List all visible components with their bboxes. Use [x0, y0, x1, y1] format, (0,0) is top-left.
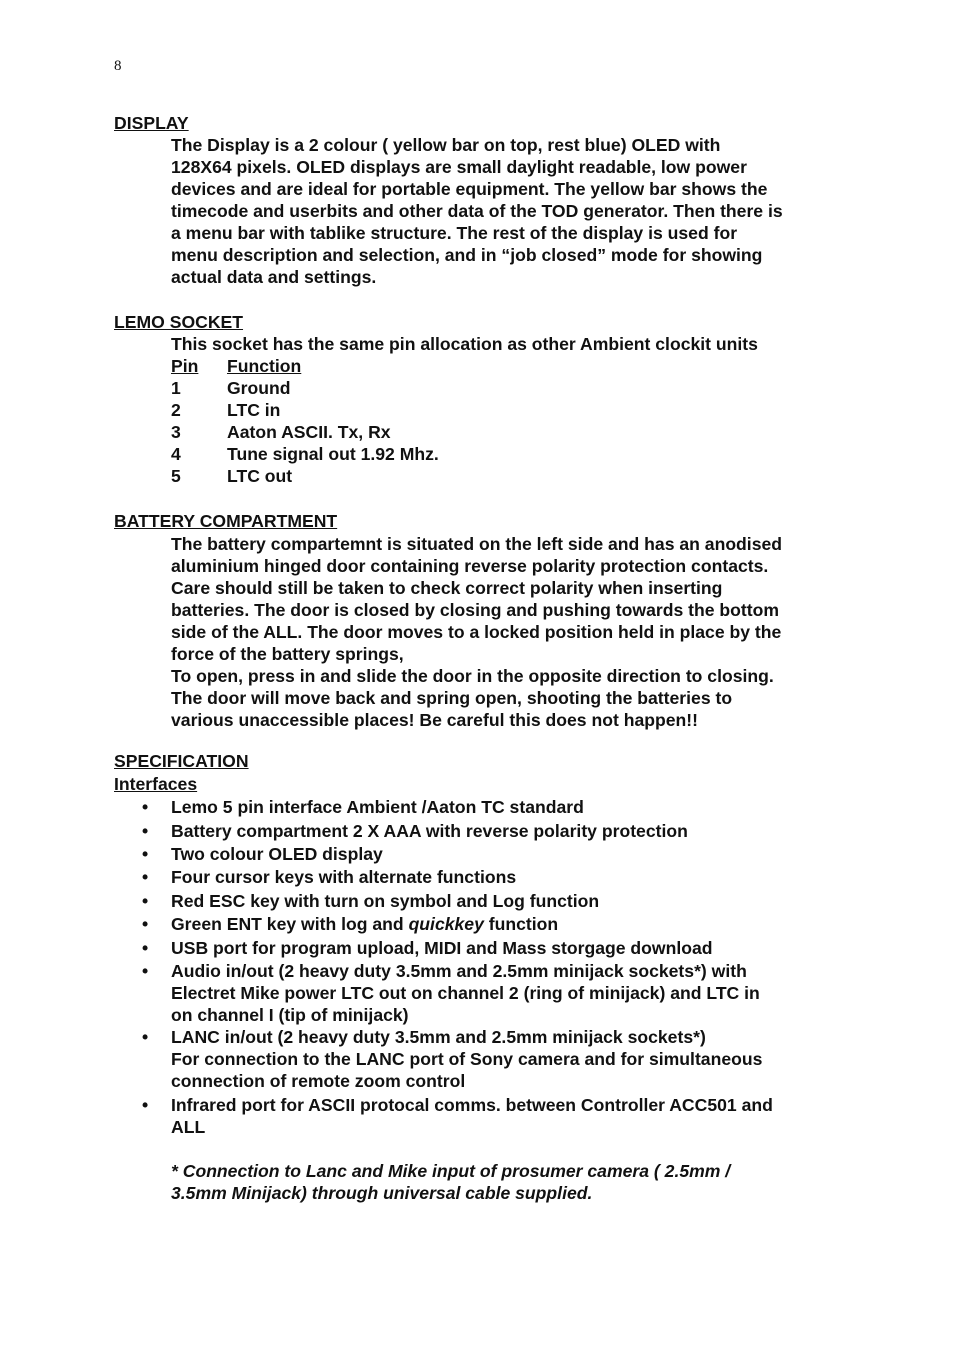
- pin-column-header: Pin: [171, 356, 199, 376]
- list-item-text: USB port for program upload, MIDI and Mass storgage download: [171, 938, 713, 958]
- list-item-text: ALL: [171, 1117, 206, 1137]
- list-item: [114, 1026, 864, 1094]
- paragraph-line: timecode and userbits and other data of the TOD generator. Then there is: [171, 201, 783, 221]
- list-item: [114, 866, 864, 890]
- list-item-text-part: function: [483, 914, 559, 934]
- list-item-text: Lemo 5 pin interface Ambient /Aaton TC standard: [171, 797, 584, 817]
- pin-row: [171, 465, 861, 487]
- lemo-section: [171, 333, 861, 487]
- bullet-icon: •: [142, 797, 149, 817]
- paragraph-line: devices and are ideal for portable equipment. The yellow bar shows the: [171, 179, 768, 199]
- bullet-icon: •: [142, 938, 149, 958]
- note-line: * Connection to Lanc and Mike input of prosumer camera ( 2.5mm /: [171, 1161, 731, 1181]
- interfaces-subheading: Interfaces: [114, 774, 198, 794]
- interfaces-list: [114, 796, 864, 1138]
- list-item-text: Battery compartment 2 X AAA with reverse polarity protection: [171, 821, 688, 841]
- list-item-text: Infrared port for ASCII protocal comms. between Controller ACC501 and: [171, 1095, 773, 1115]
- pin-function: Ground: [227, 378, 291, 398]
- paragraph-line: menu description and selection, and in “job closed” mode for showing: [171, 245, 763, 265]
- bullet-icon: •: [142, 961, 149, 981]
- paragraph-line: Care should still be taken to check correct polarity when inserting: [171, 578, 723, 598]
- list-item: [114, 960, 864, 1026]
- paragraph-line: aluminium hinged door containing reverse polarity protection contacts.: [171, 556, 769, 576]
- pin-number: 3: [171, 422, 181, 442]
- bullet-icon: •: [142, 914, 149, 934]
- paragraph-line: side of the ALL. The door moves to a locked position held in place by the: [171, 622, 782, 642]
- bullet-icon: •: [142, 844, 149, 864]
- lemo-intro: This socket has the same pin allocation as other Ambient clockit units: [171, 334, 758, 354]
- list-item-text: [171, 913, 864, 935]
- pin-number: 2: [171, 400, 181, 420]
- paragraph-line: force of the battery springs,: [171, 644, 404, 664]
- specification-heading: SPECIFICATION: [114, 751, 249, 771]
- paragraph-line: 128X64 pixels. OLED displays are small daylight readable, low power: [171, 157, 747, 177]
- cable-note: [171, 1160, 730, 1204]
- display-paragraph: [171, 134, 861, 288]
- bullet-icon: •: [142, 867, 149, 887]
- paragraph-line: actual data and settings.: [171, 267, 377, 287]
- list-item: [114, 843, 864, 866]
- pin-function: Tune signal out 1.92 Mhz.: [227, 444, 439, 464]
- bullet-icon: •: [142, 1027, 149, 1047]
- paragraph-line: batteries. The door is closed by closing and pushing towards the bottom: [171, 600, 780, 620]
- list-item-text: connection of remote zoom control: [171, 1071, 466, 1091]
- paragraph-line: various unaccessible places! Be careful this does not happen!!: [171, 710, 698, 730]
- bullet-icon: •: [142, 1095, 149, 1115]
- display-heading: DISPLAY: [114, 113, 189, 133]
- quickkey-emphasis: quickkey: [408, 914, 484, 934]
- list-item-text: For connection to the LANC port of Sony camera and for simultaneous: [171, 1049, 763, 1069]
- pin-function: Aaton ASCII. Tx, Rx: [227, 422, 391, 442]
- pin-row: [171, 399, 861, 421]
- paragraph-line: a menu bar with tablike structure. The rest of the display is used for: [171, 223, 738, 243]
- list-item: [114, 913, 864, 937]
- page-number: 8: [114, 58, 122, 74]
- list-item-text: LANC in/out (2 heavy duty 3.5mm and 2.5mm minijack sockets*): [171, 1027, 706, 1047]
- function-column-header: Function: [227, 356, 302, 376]
- list-item: [114, 890, 864, 913]
- lemo-heading: LEMO SOCKET: [114, 312, 244, 332]
- list-item-text: Electret Mike power LTC out on channel 2 (ring of minijack) and LTC in: [171, 983, 760, 1003]
- battery-heading: BATTERY COMPARTMENT: [114, 511, 338, 531]
- pin-number: 5: [171, 466, 181, 486]
- list-item-text: Red ESC key with turn on symbol and Log function: [171, 891, 600, 911]
- list-item-text: Two colour OLED display: [171, 844, 383, 864]
- bullet-icon: •: [142, 891, 149, 911]
- list-item: [114, 937, 864, 960]
- battery-paragraph: [171, 533, 861, 731]
- paragraph-line: The Display is a 2 colour ( yellow bar on top, rest blue) OLED with: [171, 135, 721, 155]
- pin-table-header: [171, 355, 861, 377]
- paragraph-line: To open, press in and slide the door in the opposite direction to closing.: [171, 666, 774, 686]
- bullet-icon: •: [142, 821, 149, 841]
- list-item-text: Audio in/out (2 heavy duty 3.5mm and 2.5mm minijack sockets*) with: [171, 961, 747, 981]
- list-item: [114, 820, 864, 843]
- list-item-text: on channel I (tip of minijack): [171, 1005, 409, 1025]
- pin-number: 1: [171, 378, 181, 398]
- list-item: [114, 1094, 864, 1138]
- paragraph-line: The battery compartemnt is situated on the left side and has an anodised: [171, 534, 783, 554]
- pin-row: [171, 377, 861, 399]
- pin-function: LTC in: [227, 400, 281, 420]
- list-item: [114, 796, 864, 820]
- list-item-text-part: Green ENT key with log and: [171, 914, 409, 934]
- note-line: 3.5mm Minijack) through universal cable supplied.: [171, 1183, 593, 1203]
- pin-row: [171, 421, 861, 443]
- pin-function: LTC out: [227, 466, 293, 486]
- pin-row: [171, 443, 861, 465]
- pin-number: 4: [171, 444, 181, 464]
- paragraph-line: The door will move back and spring open, shooting the batteries to: [171, 688, 733, 708]
- list-item-text: Four cursor keys with alternate functions: [171, 867, 517, 887]
